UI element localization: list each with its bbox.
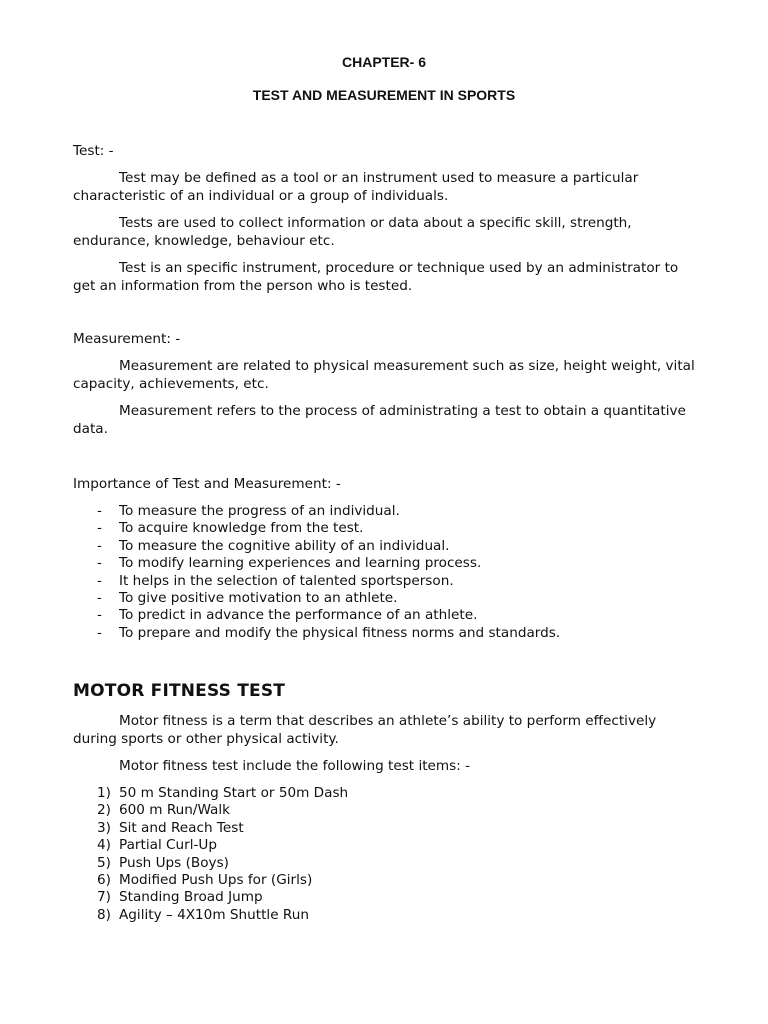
importance-list [73,503,560,642]
test-paragraph: Test may be defined as a tool or an instrument used to measure a particular characteristic of an individual or a group of individuals. [73,170,639,204]
dash-bullet: - [97,555,102,572]
list-number: 7) [97,889,111,906]
dash-bullet: - [97,537,102,554]
list-item [73,538,560,555]
list-item [73,785,348,802]
measurement-paragraph: Measurement refers to the process of administrating a test to obtain a quantitative data. [73,403,686,437]
dash-bullet: - [97,572,102,589]
list-item [73,590,560,607]
list-item [73,625,560,642]
list-item [73,573,560,590]
list-number: 6) [97,871,111,888]
list-item-text: Standing Broad Jump [119,889,263,906]
list-item [73,555,560,572]
list-item [73,520,560,537]
list-item-text: To give positive motivation to an athlete. [119,589,398,606]
list-item-text: Partial Curl-Up [119,837,217,854]
list-item [73,503,560,520]
measurement-paragraph: Measurement are related to physical measurement such as size, height weight, vital capacity, achievements, etc. [73,358,695,392]
motor-fitness-heading: MOTOR FITNESS TEST [73,681,286,701]
measurement-heading: Measurement: - [73,331,181,347]
motor-fitness-paragraph: Motor fitness is a term that describes an athlete’s ability to perform effectively during sports or other physical activity. [73,713,657,747]
list-item-text: 50 m Standing Start or 50m Dash [119,785,349,801]
list-number: 2) [97,802,111,819]
motor-fitness-paragraph: Motor fitness test include the following test items: - [119,758,471,774]
list-item [73,820,348,837]
list-item [73,889,348,906]
list-item [73,872,348,889]
test-items-list [73,785,348,924]
list-item-text: 600 m Run/Walk [119,802,231,819]
list-number: 1) [97,785,111,801]
importance-heading: Importance of Test and Measurement: - [73,476,341,492]
list-item-text: To predict in advance the performance of an athlete. [119,607,478,624]
list-number: 8) [97,906,111,923]
page-title: TEST AND MEASUREMENT IN SPORTS [252,87,516,103]
list-number: 3) [97,819,111,836]
list-item-text: Sit and Reach Test [119,819,244,836]
dash-bullet: - [97,503,102,519]
list-item [73,907,348,924]
list-item [73,607,560,624]
list-item-text: Modified Push Ups for (Girls) [119,871,313,888]
list-item-text: To measure the cognitive ability of an individual. [119,537,450,554]
test-paragraph: Test is an specific instrument, procedure or technique used by an administrator to get an information from the person who is tested. [73,260,679,294]
dash-bullet: - [97,607,102,624]
list-item-text: To measure the progress of an individual. [119,503,400,519]
list-item-text: Agility – 4X10m Shuttle Run [119,906,309,923]
list-number: 4) [97,837,111,854]
dash-bullet: - [97,624,102,641]
list-number: 5) [97,854,111,871]
list-item-text: To modify learning experiences and learning process. [119,555,482,572]
list-item [73,855,348,872]
test-paragraph: Tests are used to collect information or data about a specific skill, strength, endurance, knowledge, behaviour etc. [73,215,632,249]
list-item [73,802,348,819]
test-heading: Test: - [73,143,114,159]
list-item-text: It helps in the selection of talented sportsperson. [119,572,454,589]
list-item-text: To acquire knowledge from the test. [119,520,364,537]
dash-bullet: - [97,520,102,537]
chapter-label: CHAPTER- 6 [341,54,426,70]
list-item-text: To prepare and modify the physical fitness norms and standards. [119,624,561,641]
list-item-text: Push Ups (Boys) [119,854,229,871]
dash-bullet: - [97,589,102,606]
list-item [73,837,348,854]
